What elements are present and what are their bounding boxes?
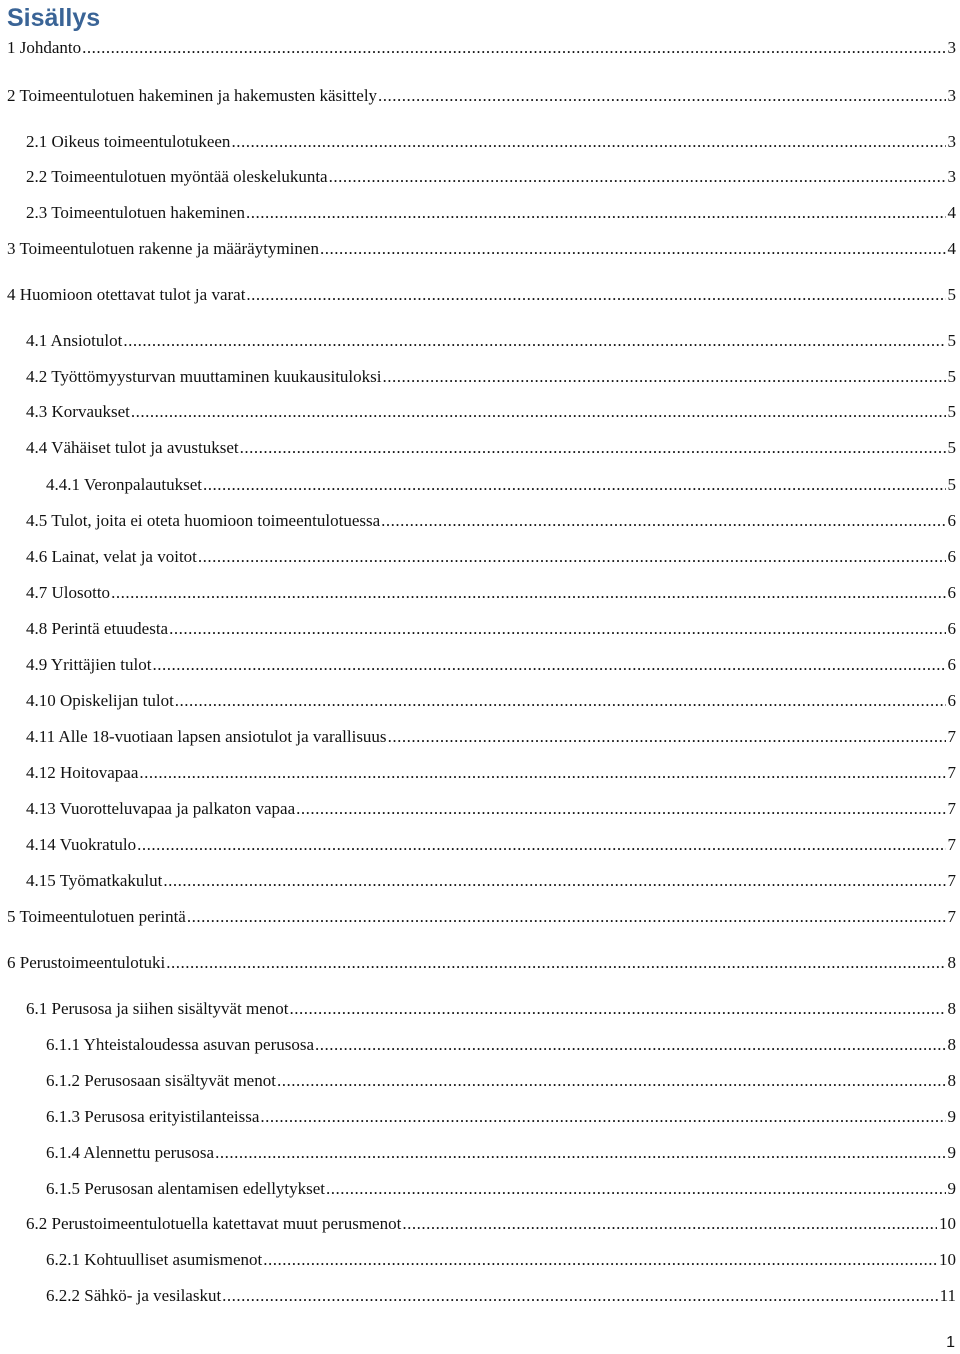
toc-entry-page: 3 bbox=[947, 132, 956, 151]
toc-entry-label: 6.2 Perustoimeentulotuella katettavat muut perusmenot bbox=[26, 1214, 402, 1233]
toc-entry-page: 8 bbox=[947, 999, 956, 1018]
toc-entry-label: 4.4 Vähäiset tulot ja avustukset bbox=[26, 438, 239, 457]
toc-entry[interactable] bbox=[46, 1142, 956, 1164]
toc-entry[interactable] bbox=[26, 202, 956, 224]
toc-entry[interactable] bbox=[26, 726, 956, 748]
toc-entry[interactable] bbox=[26, 401, 956, 423]
toc-entry[interactable] bbox=[26, 834, 956, 856]
toc-entry-label: 6.1.2 Perusosaan sisältyvät menot bbox=[46, 1071, 276, 1090]
dot-leader bbox=[137, 834, 945, 856]
toc-entry[interactable] bbox=[26, 366, 956, 388]
toc-entry[interactable] bbox=[26, 437, 956, 459]
toc-entry[interactable] bbox=[46, 1106, 956, 1128]
toc-entry-page: 6 bbox=[947, 511, 956, 530]
toc-entry-page: 9 bbox=[947, 1107, 956, 1126]
toc-entry-label: 4.8 Perintä etuudesta bbox=[26, 619, 169, 638]
toc-entry-page: 9 bbox=[947, 1143, 956, 1162]
toc-entry-page: 7 bbox=[947, 907, 956, 926]
dot-leader bbox=[131, 401, 946, 423]
toc-entry-page: 4 bbox=[947, 239, 956, 258]
toc-entry-page: 9 bbox=[947, 1179, 956, 1198]
dot-leader bbox=[215, 1142, 945, 1164]
toc-entry-label: 4.11 Alle 18-vuotiaan lapsen ansiotulot ja varallisuus bbox=[26, 727, 387, 746]
toc-entry-page: 3 bbox=[947, 167, 956, 186]
toc-entry[interactable] bbox=[46, 1070, 956, 1092]
dot-leader bbox=[382, 366, 945, 388]
toc-entry-label: 6.1 Perusosa ja siihen sisältyvät menot bbox=[26, 999, 289, 1018]
toc-entry-page: 7 bbox=[947, 871, 956, 890]
toc-entry[interactable] bbox=[26, 690, 956, 712]
toc-entry-label: 4.5 Tulot, joita ei oteta huomioon toimeentulotuessa bbox=[26, 511, 381, 530]
toc-entry[interactable] bbox=[26, 870, 956, 892]
dot-leader bbox=[263, 1249, 937, 1271]
toc-entry-page: 3 bbox=[947, 38, 956, 57]
dot-leader bbox=[169, 618, 945, 640]
toc-entry-page: 5 bbox=[947, 331, 956, 350]
toc-entry[interactable] bbox=[46, 1285, 956, 1307]
toc-entry-label: 2 Toimeentulotuen hakeminen ja hakemusten käsittely bbox=[7, 86, 378, 105]
toc-entry[interactable] bbox=[46, 474, 956, 496]
toc-entry-page: 5 bbox=[947, 367, 956, 386]
toc-entry-label: 4.1 Ansiotulot bbox=[26, 331, 123, 350]
toc-entry-page: 4 bbox=[947, 203, 956, 222]
toc-entry-page: 8 bbox=[947, 953, 956, 972]
toc-entry-label: 4.3 Korvaukset bbox=[26, 402, 130, 421]
toc-entry-page: 5 bbox=[947, 402, 956, 421]
toc-entry-page: 5 bbox=[947, 438, 956, 457]
toc-entry-page: 7 bbox=[947, 799, 956, 818]
toc-entry-label: 4.4.1 Veronpalautukset bbox=[46, 475, 202, 494]
toc-entry[interactable] bbox=[26, 582, 956, 604]
toc-entry-label: 4.14 Vuokratulo bbox=[26, 835, 137, 854]
toc-entry[interactable] bbox=[26, 330, 956, 352]
toc-entry-page: 7 bbox=[947, 763, 956, 782]
toc-entry-page: 6 bbox=[947, 691, 956, 710]
toc-entry[interactable] bbox=[7, 284, 956, 306]
toc-entry[interactable] bbox=[26, 998, 956, 1020]
dot-leader bbox=[139, 762, 945, 784]
dot-leader bbox=[82, 37, 945, 59]
toc-entry-label: 2.2 Toimeentulotuen myöntää oleskelukunta bbox=[26, 167, 328, 186]
toc-entry-page: 8 bbox=[947, 1035, 956, 1054]
dot-leader bbox=[290, 998, 946, 1020]
toc-entry[interactable] bbox=[7, 238, 956, 260]
dot-leader bbox=[203, 474, 946, 496]
dot-leader bbox=[163, 870, 945, 892]
toc-entry[interactable] bbox=[26, 546, 956, 568]
dot-leader bbox=[326, 1178, 945, 1200]
toc-entry-label: 4.2 Työttömyysturvan muuttaminen kuukausituloksi bbox=[26, 367, 382, 386]
toc-entry-label: 4.9 Yrittäjien tulot bbox=[26, 655, 152, 674]
toc-entry-label: 6.1.1 Yhteistaloudessa asuvan perusosa bbox=[46, 1035, 315, 1054]
page-number: 1 bbox=[946, 1334, 955, 1351]
toc-entry[interactable] bbox=[7, 37, 956, 59]
toc-entry-label: 1 Johdanto bbox=[7, 38, 82, 57]
toc-entry-label: 6.2.2 Sähkö- ja vesilaskut bbox=[46, 1286, 222, 1305]
toc-entry-label: 6 Perustoimeentulotuki bbox=[7, 953, 166, 972]
toc-entry-page: 3 bbox=[947, 86, 956, 105]
toc-entry-page: 10 bbox=[939, 1250, 956, 1269]
dot-leader bbox=[296, 798, 945, 820]
toc-entry-page: 6 bbox=[947, 583, 956, 602]
toc-entry-label: 5 Toimeentulotuen perintä bbox=[7, 907, 186, 926]
toc-entry-label: 4.12 Hoitovapaa bbox=[26, 763, 139, 782]
dot-leader bbox=[175, 690, 946, 712]
toc-entry-page: 6 bbox=[947, 619, 956, 638]
toc-entry[interactable] bbox=[7, 906, 956, 928]
dot-leader bbox=[260, 1106, 945, 1128]
toc-entry[interactable] bbox=[26, 1213, 956, 1235]
toc-entry[interactable] bbox=[46, 1249, 956, 1271]
toc-title: Sisällys bbox=[7, 4, 101, 32]
dot-leader bbox=[166, 952, 945, 974]
toc-entry[interactable] bbox=[26, 654, 956, 676]
toc-entry-label: 2.3 Toimeentulotuen hakeminen bbox=[26, 203, 245, 222]
toc-entry-page: 8 bbox=[947, 1071, 956, 1090]
toc-entry[interactable] bbox=[26, 510, 956, 532]
toc-entry-label: 4.13 Vuorotteluvapaa ja palkaton vapaa bbox=[26, 799, 296, 818]
dot-leader bbox=[187, 906, 946, 928]
dot-leader bbox=[381, 510, 945, 532]
toc-entry-label: 6.2.1 Kohtuulliset asumismenot bbox=[46, 1250, 263, 1269]
dot-leader bbox=[123, 330, 945, 352]
dot-leader bbox=[315, 1034, 945, 1056]
toc-entry-page: 5 bbox=[947, 475, 956, 494]
toc-entry-page: 6 bbox=[947, 547, 956, 566]
dot-leader bbox=[246, 202, 946, 224]
dot-leader bbox=[402, 1213, 937, 1235]
toc-entry-label: 4 Huomioon otettavat tulot ja varat bbox=[7, 285, 246, 304]
dot-leader bbox=[378, 85, 945, 107]
toc-entry-label: 4.15 Työmatkakulut bbox=[26, 871, 163, 890]
dot-leader bbox=[240, 437, 946, 459]
toc-entry[interactable] bbox=[26, 618, 956, 640]
dot-leader bbox=[222, 1285, 937, 1307]
toc-entry[interactable] bbox=[26, 798, 956, 820]
dot-leader bbox=[388, 726, 946, 748]
toc-entry-page: 10 bbox=[939, 1214, 956, 1233]
dot-leader bbox=[320, 238, 946, 260]
toc-entry-label: 4.7 Ulosotto bbox=[26, 583, 111, 602]
toc-entry-label: 4.6 Lainat, velat ja voitot bbox=[26, 547, 197, 566]
toc-entry[interactable] bbox=[46, 1034, 956, 1056]
toc-entry[interactable] bbox=[46, 1178, 956, 1200]
toc-entry[interactable] bbox=[26, 762, 956, 784]
toc-entry-page: 11 bbox=[939, 1286, 956, 1305]
dot-leader bbox=[329, 166, 946, 188]
toc-entry-label: 6.1.3 Perusosa erityistilanteissa bbox=[46, 1107, 260, 1126]
toc-entry-label: 6.1.5 Perusosan alentamisen edellytykset bbox=[46, 1179, 326, 1198]
toc-entry[interactable] bbox=[26, 131, 956, 153]
dot-leader bbox=[231, 131, 945, 153]
toc-entry-label: 6.1.4 Alennettu perusosa bbox=[46, 1143, 215, 1162]
toc-entry-page: 5 bbox=[947, 285, 956, 304]
toc-entry-page: 7 bbox=[947, 727, 956, 746]
toc-entry-label: 2.1 Oikeus toimeentulotukeen bbox=[26, 132, 231, 151]
dot-leader bbox=[152, 654, 945, 676]
toc-entry-label: 4.10 Opiskelijan tulot bbox=[26, 691, 174, 710]
toc-entry[interactable] bbox=[26, 166, 956, 188]
toc-entry[interactable] bbox=[7, 85, 956, 107]
dot-leader bbox=[246, 284, 945, 306]
toc-entry[interactable] bbox=[7, 952, 956, 974]
toc-entry-page: 6 bbox=[947, 655, 956, 674]
dot-leader bbox=[198, 546, 946, 568]
dot-leader bbox=[277, 1070, 946, 1092]
toc-entry-page: 7 bbox=[947, 835, 956, 854]
toc-entry-label: 3 Toimeentulotuen rakenne ja määräytyminen bbox=[7, 239, 319, 258]
dot-leader bbox=[111, 582, 945, 604]
